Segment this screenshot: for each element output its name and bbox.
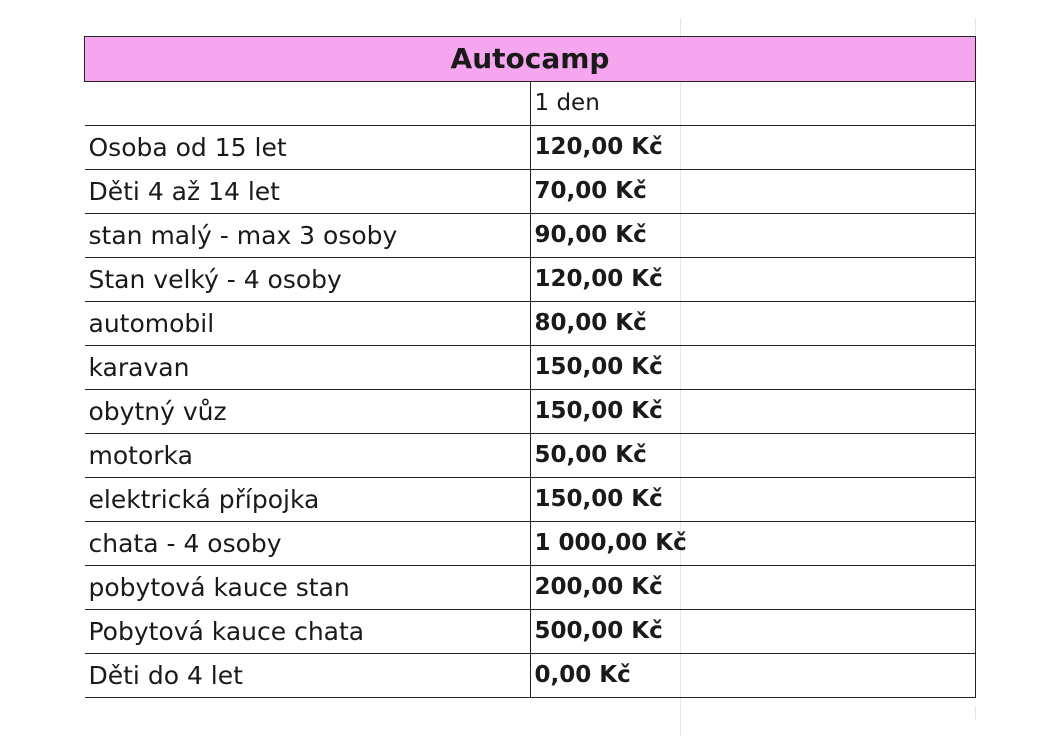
row-label: stan malý - max 3 osoby <box>85 214 531 258</box>
row-label: karavan <box>85 346 531 390</box>
table-row <box>85 566 976 610</box>
row-label: Osoba od 15 let <box>85 126 531 170</box>
table-row <box>85 434 976 478</box>
row-price: 150,00 Kč <box>530 390 976 434</box>
row-price: 150,00 Kč <box>530 478 976 522</box>
table-row <box>85 478 976 522</box>
header-row <box>85 82 976 126</box>
row-price: 50,00 Kč <box>530 434 976 478</box>
row-label: chata - 4 osoby <box>85 522 531 566</box>
table-row <box>85 170 976 214</box>
table-row <box>85 214 976 258</box>
row-label: automobil <box>85 302 531 346</box>
row-label: elektrická přípojka <box>85 478 531 522</box>
table-row <box>85 610 976 654</box>
price-table <box>84 36 976 698</box>
table-row <box>85 522 976 566</box>
row-price: 200,00 Kč <box>530 566 976 610</box>
row-price: 120,00 Kč <box>530 126 976 170</box>
row-price: 0,00 Kč <box>530 654 976 698</box>
row-price: 1 000,00 Kč <box>530 522 976 566</box>
table-row <box>85 346 976 390</box>
row-label: Pobytová kauce chata <box>85 610 531 654</box>
title-row <box>85 37 976 82</box>
row-price: 70,00 Kč <box>530 170 976 214</box>
column-header: 1 den <box>530 82 976 126</box>
row-price: 150,00 Kč <box>530 346 976 390</box>
table-row <box>85 302 976 346</box>
table-row <box>85 390 976 434</box>
row-label: Stan velký - 4 osoby <box>85 258 531 302</box>
row-label: obytný vůz <box>85 390 531 434</box>
table-row <box>85 654 976 698</box>
row-price: 500,00 Kč <box>530 610 976 654</box>
gridline <box>975 18 976 38</box>
row-label: Děti do 4 let <box>85 654 531 698</box>
row-label: pobytová kauce stan <box>85 566 531 610</box>
row-label: motorka <box>85 434 531 478</box>
table-row <box>85 126 976 170</box>
row-label: Děti 4 až 14 let <box>85 170 531 214</box>
header-label-cell <box>85 82 531 126</box>
gridline <box>975 706 976 720</box>
row-price: 120,00 Kč <box>530 258 976 302</box>
row-price: 90,00 Kč <box>530 214 976 258</box>
table-title: Autocamp <box>85 37 976 82</box>
table-row <box>85 258 976 302</box>
row-price: 80,00 Kč <box>530 302 976 346</box>
